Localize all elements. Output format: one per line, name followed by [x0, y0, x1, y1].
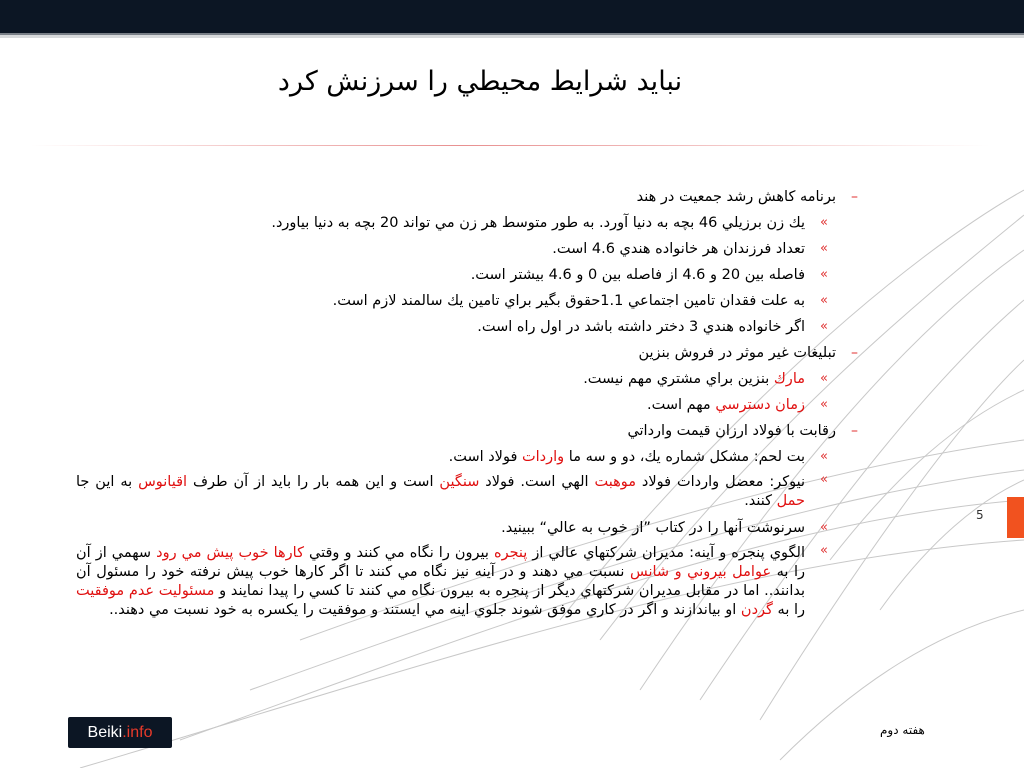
highlighted-term: گردن: [740, 602, 773, 618]
highlighted-term: سنگين: [439, 474, 480, 490]
slide-number: 5: [976, 508, 984, 522]
title-divider: [30, 145, 990, 146]
list-item: [76, 262, 858, 288]
chevron-bullet-icon: »: [820, 397, 828, 412]
list-item: [76, 515, 858, 541]
item-text: نسبت مي دهند و در آينه نيز نگاه مي كنند تا اگر كارها خوب پيش نرفته خود را مسئول آن بدانند.. اما در مقابل مديران شركتهاي ديگر از پنجره به بيرون نگاه مي كنند تا كسي را پيدا نمايند و: [76, 564, 805, 599]
item-text: بت لحم: مشكل شماره يك، دو و سه ما: [564, 449, 805, 465]
dash-bullet-icon: –: [851, 189, 858, 205]
dash-bullet-icon: –: [851, 423, 858, 439]
list-item: [76, 288, 858, 314]
item-text: به علت فقدان تامين اجتماعي 1.1حقوق بگير براي تامين يك سالمند لازم است.: [332, 293, 805, 309]
highlighted-term: واردات: [522, 449, 565, 465]
chevron-bullet-icon: »: [820, 449, 828, 464]
highlighted-term: زمان دسترسي: [715, 397, 805, 413]
highlighted-term: پنجره: [493, 545, 528, 561]
highlighted-term: اقيانوس: [138, 474, 188, 490]
list-item: [76, 314, 858, 340]
chevron-bullet-icon: »: [820, 319, 828, 334]
highlighted-term: حمل: [776, 493, 805, 509]
slide-title: نبايد شرايط محيطي را سرزنش كرد: [277, 66, 683, 97]
section-heading: [76, 340, 858, 366]
highlighted-term: عوامل بيروني و شانس: [629, 564, 772, 580]
item-text: كنند.: [744, 493, 777, 509]
item-text: سرنوشت آنها را در كتاب ”از خوب به عالي“ ببينيد.: [501, 520, 805, 536]
item-text: يك زن برزيلي 46 بچه به دنيا آورد. به طور متوسط هر زن مي تواند 20 بچه به دنيا بياورد.: [271, 215, 805, 231]
list-item: [76, 541, 858, 624]
chevron-bullet-icon: »: [820, 293, 828, 308]
item-text: را به: [772, 602, 805, 618]
item-text: سهمي از آن را به: [76, 545, 806, 580]
highlighted-term: مسئوليت عدم موفقيت: [76, 583, 215, 599]
list-item: [76, 392, 858, 418]
slide-tab-marker: [1007, 497, 1024, 538]
logo-name: Beiki: [87, 724, 123, 741]
chevron-bullet-icon: »: [820, 241, 828, 256]
section-heading-text: تبليغات غير موثر در فروش بنزين: [638, 345, 836, 361]
item-text: بنزين براي مشتري مهم نيست.: [583, 371, 774, 387]
chevron-bullet-icon: »: [820, 215, 828, 230]
highlighted-term: مارك: [773, 371, 805, 387]
chevron-bullet-icon: »: [820, 472, 828, 487]
list-item: [76, 470, 858, 515]
logo-tld: info: [126, 724, 153, 741]
item-text: مهم است.: [646, 397, 716, 413]
footer-week-label: هفته دوم: [880, 723, 925, 737]
list-item: [76, 444, 858, 470]
item-text: الگوي پنجره و آينه: مديران شركتهاي عالي از: [527, 545, 805, 561]
list-item: [76, 210, 858, 236]
list-item: [76, 366, 858, 392]
item-text: به اين جا: [76, 474, 139, 490]
list-item: [76, 236, 858, 262]
item-text: الهي است. فولاد: [479, 474, 595, 490]
highlighted-term: موهبت: [594, 474, 636, 490]
item-text: او بياندازند و اگر در كاري موفق شوند جلوي اينه مي ايستند و موفقيت را يكسره به خود نسبت مي دهند..: [109, 602, 741, 618]
section-heading: [76, 418, 858, 444]
item-text: فولاد است.: [448, 449, 522, 465]
logo-separator: .: [122, 724, 127, 741]
item-text: بيرون را نگاه مي كنند و وقتي: [303, 545, 494, 561]
section-heading-text: رقابت با فولاد ارزان قيمت وارداتي: [627, 423, 836, 439]
item-text: فاصله بين 20 و 4.6 از فاصله بين 0 و 4.6 بيشتر است.: [470, 267, 805, 283]
chevron-bullet-icon: »: [820, 543, 828, 558]
highlighted-term: كارها خوب پيش مي رود: [156, 545, 304, 561]
chevron-bullet-icon: »: [820, 520, 828, 535]
item-text: است و اين همه بار را بايد از آن طرف: [187, 474, 440, 490]
section-heading-text: برنامه كاهش رشد جمعيت در هند: [636, 189, 836, 205]
chevron-bullet-icon: »: [820, 371, 828, 386]
chevron-bullet-icon: »: [820, 267, 828, 282]
beiki-info-logo[interactable]: [68, 717, 172, 748]
item-text: نيوكر: معضل واردات فولاد: [636, 474, 806, 490]
slide-body: [76, 184, 858, 624]
item-text: اگر خانواده هندي 3 دختر داشته باشد در اول راه است.: [477, 319, 805, 335]
dash-bullet-icon: –: [851, 345, 858, 361]
section-heading: [76, 184, 858, 210]
item-text: تعداد فرزندان هر خانواده هندي 4.6 است.: [552, 241, 805, 257]
